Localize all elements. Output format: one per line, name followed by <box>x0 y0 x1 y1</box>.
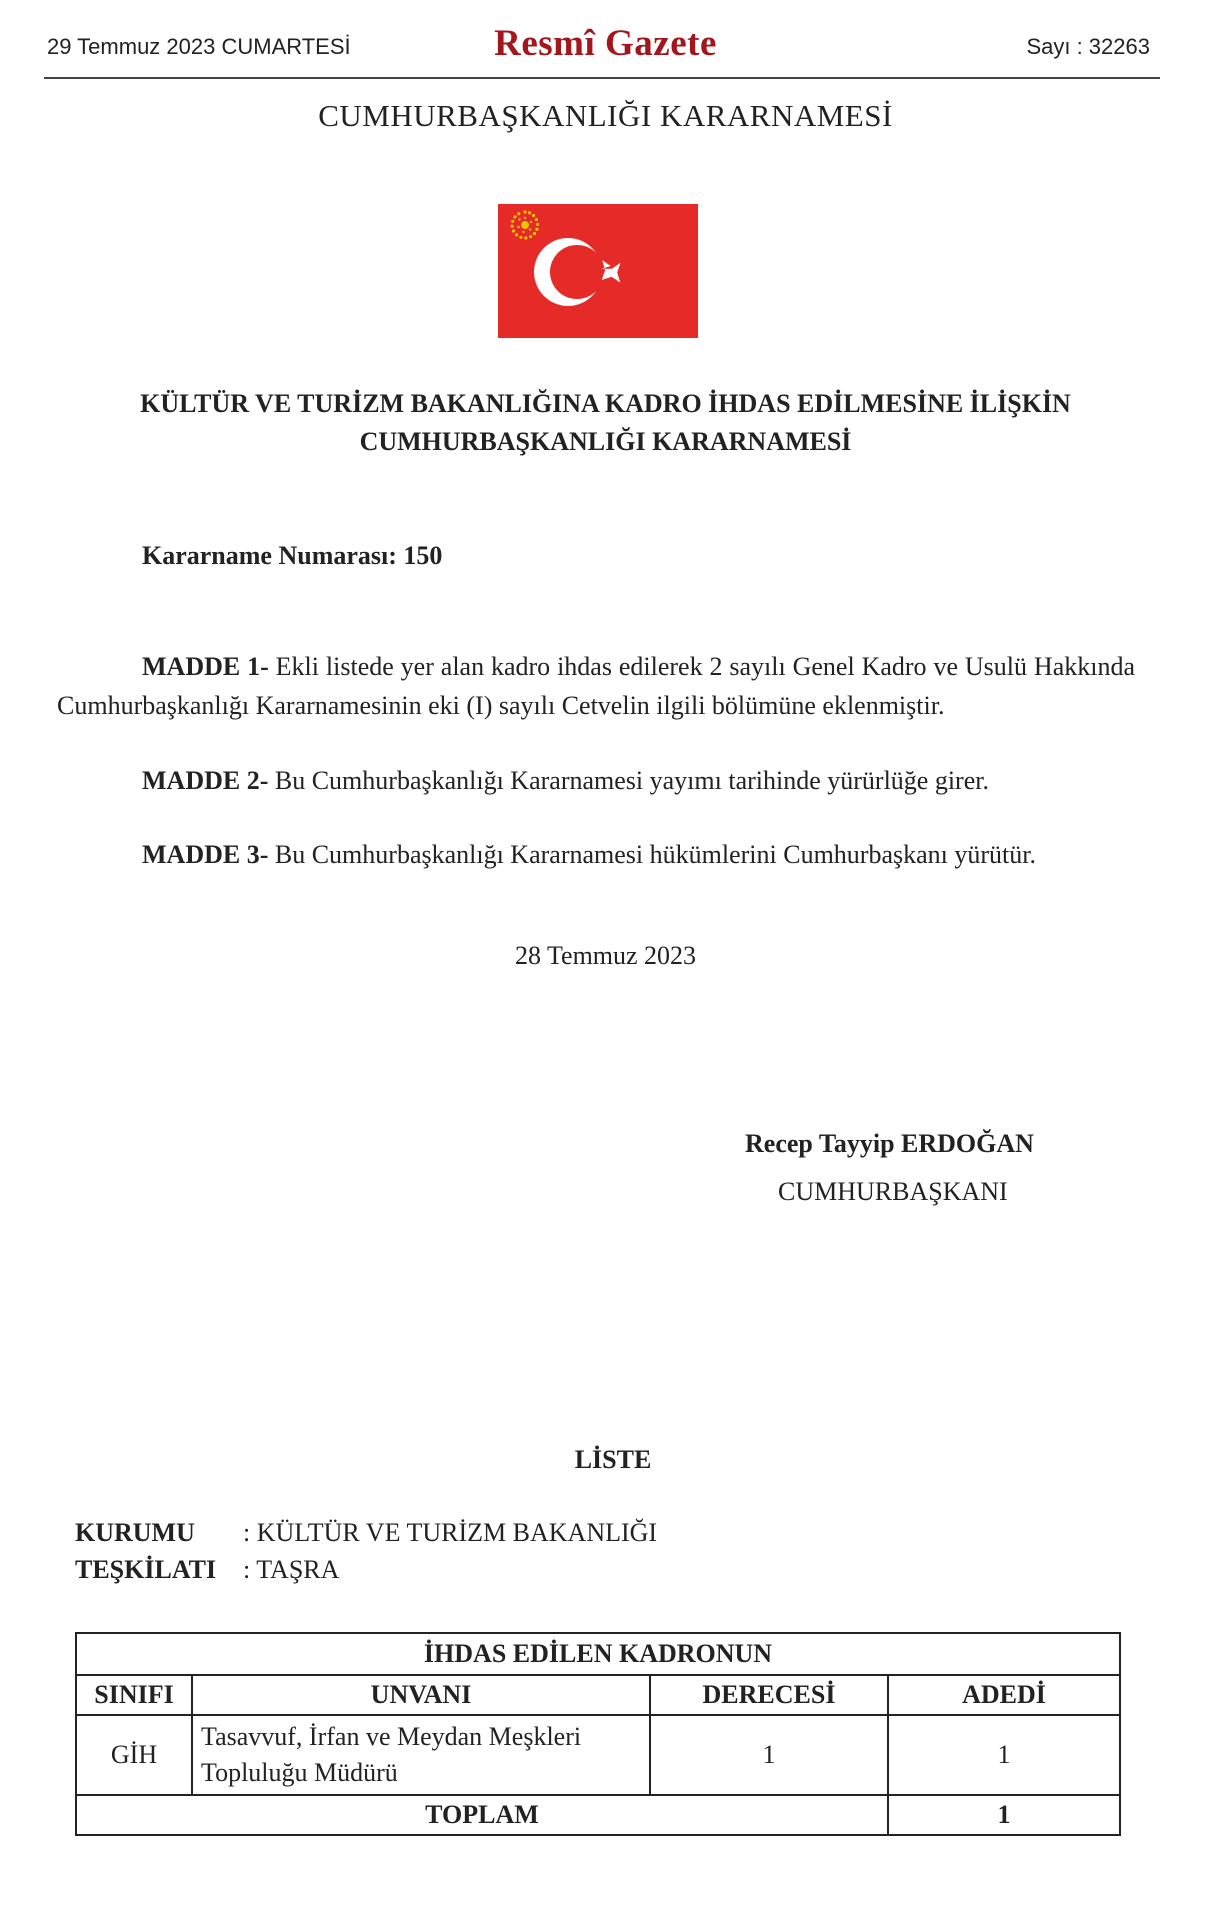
organization-label: TEŞKİLATI <box>75 1555 217 1584</box>
document-type: CUMHURBAŞKANLIĞI KARARNAMESİ <box>318 98 893 133</box>
col-header-class: SINIFI <box>76 1675 192 1715</box>
table-caption-row <box>76 1633 1120 1675</box>
article-2-text: Bu Cumhurbaşkanlığı Kararnamesi yayımı tarihinde yürürlüğe girer. <box>268 766 989 795</box>
total-label: TOPLAM <box>76 1795 888 1835</box>
flag-crescent-inner <box>550 245 604 299</box>
cell-title-line-2: Topluluğu Müdürü <box>201 1758 398 1787</box>
col-header-title: UNVANI <box>192 1675 650 1715</box>
decree-title-line-2: CUMHURBAŞKANLIĞI KARARNAMESİ <box>359 427 852 456</box>
decree-date: 28 Temmuz 2023 <box>514 941 697 970</box>
col-header-count: ADEDİ <box>888 1675 1120 1715</box>
table-total-row <box>76 1795 1120 1835</box>
institution-label: KURUMU <box>75 1518 195 1547</box>
list-title: LİSTE <box>574 1445 652 1474</box>
table-caption: İHDAS EDİLEN KADRONUN <box>76 1633 1120 1675</box>
sun-center <box>521 221 529 229</box>
table-header-row <box>76 1675 1120 1715</box>
signatory-name: Recep Tayyip ERDOĞAN <box>745 1129 1034 1158</box>
organization-line <box>75 1555 339 1585</box>
table-row <box>76 1715 1120 1795</box>
article-2 <box>142 761 1142 800</box>
header-issue-number: Sayı : 32263 <box>1026 34 1150 59</box>
article-2-lead: MADDE 2- <box>142 766 269 795</box>
decree-title-line-1: KÜLTÜR VE TURİZM BAKANLIĞINA KADRO İHDAS EDİLMESİNE İLİŞKİN <box>140 389 1071 418</box>
cell-title-line-1: Tasavvuf, İrfan ve Meydan Meşkleri <box>201 1722 582 1751</box>
staff-table <box>75 1632 1121 1836</box>
cell-grade: 1 <box>650 1715 888 1795</box>
header-date: 29 Temmuz 2023 CUMARTESİ <box>47 34 351 59</box>
article-1-lead: MADDE 1- <box>142 652 269 681</box>
header-divider <box>44 77 1160 79</box>
decree-number: Kararname Numarası: 150 <box>142 541 443 570</box>
cell-title <box>192 1715 650 1795</box>
total-value: 1 <box>888 1795 1120 1835</box>
decree-title <box>40 385 1171 461</box>
institution-value: : KÜLTÜR VE TURİZM BAKANLIĞI <box>243 1518 658 1547</box>
signatory-title: CUMHURBAŞKANI <box>778 1177 1008 1206</box>
organization-value: : TAŞRA <box>243 1555 340 1584</box>
article-1-text: Ekli listede yer alan kadro ihdas edilerek 2 sayılı Genel Kadro ve Usulü Hakkında Cumhurbaşkanlığı Kararnamesinin eki (I) sayılı Cetvelin ilgili bölümüne eklenmiştir. <box>57 652 1135 720</box>
institution-line <box>75 1518 657 1548</box>
article-3-lead: MADDE 3- <box>142 840 269 869</box>
article-3 <box>142 835 1142 874</box>
presidential-flag-icon <box>498 204 698 338</box>
article-1 <box>57 647 1135 725</box>
article-3-text: Bu Cumhurbaşkanlığı Kararnamesi hükümlerini Cumhurbaşkanı yürütür. <box>268 840 1036 869</box>
col-header-grade: DERECESİ <box>650 1675 888 1715</box>
gazette-name: Resmî Gazete <box>494 23 717 64</box>
cell-count: 1 <box>888 1715 1120 1795</box>
cell-class: GİH <box>76 1715 192 1795</box>
